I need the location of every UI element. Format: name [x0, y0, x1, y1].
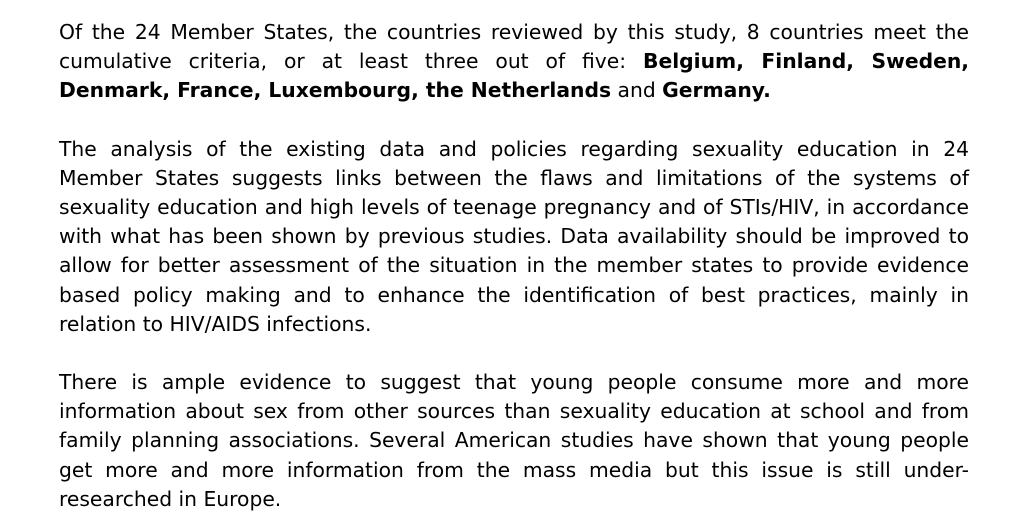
- paragraph-member-states: [59, 18, 969, 106]
- bold-country-germany: Germany.: [662, 78, 771, 103]
- conjunction-text: and: [617, 78, 656, 103]
- paragraph-intro-text: Of the 24 Member States, the countries reviewed by this study, 8 countries meet the cumulative criteria, or at least three out of five:: [59, 20, 969, 74]
- paragraph-analysis: The analysis of the existing data and policies regarding sexuality education in 24 Member States suggests links between the flaws and limitations of the systems of sexuality education and high levels of teenage pregnancy and of STIs/HIV, in accordance with what has been shown by previous studies. Data availability should be improved to allow for better assessment of the situation in the member states to provide evidence based policy making and to enhance the identification of best practices, mainly in relation to HIV/AIDS infections.: [59, 136, 969, 336]
- paragraph-evidence: There is ample evidence to suggest that young people consume more and more information about sex from other sources than sexuality education at school and from family planning associations. Several American studies have shown that young people get more and more information from the mass media but this issue is still under-researched in Europe.: [59, 370, 969, 511]
- document-body: [59, 18, 969, 514]
- bold-country-list: Belgium, Finland, Sweden, Denmark, France, Luxembourg, the Netherlands: [59, 49, 969, 103]
